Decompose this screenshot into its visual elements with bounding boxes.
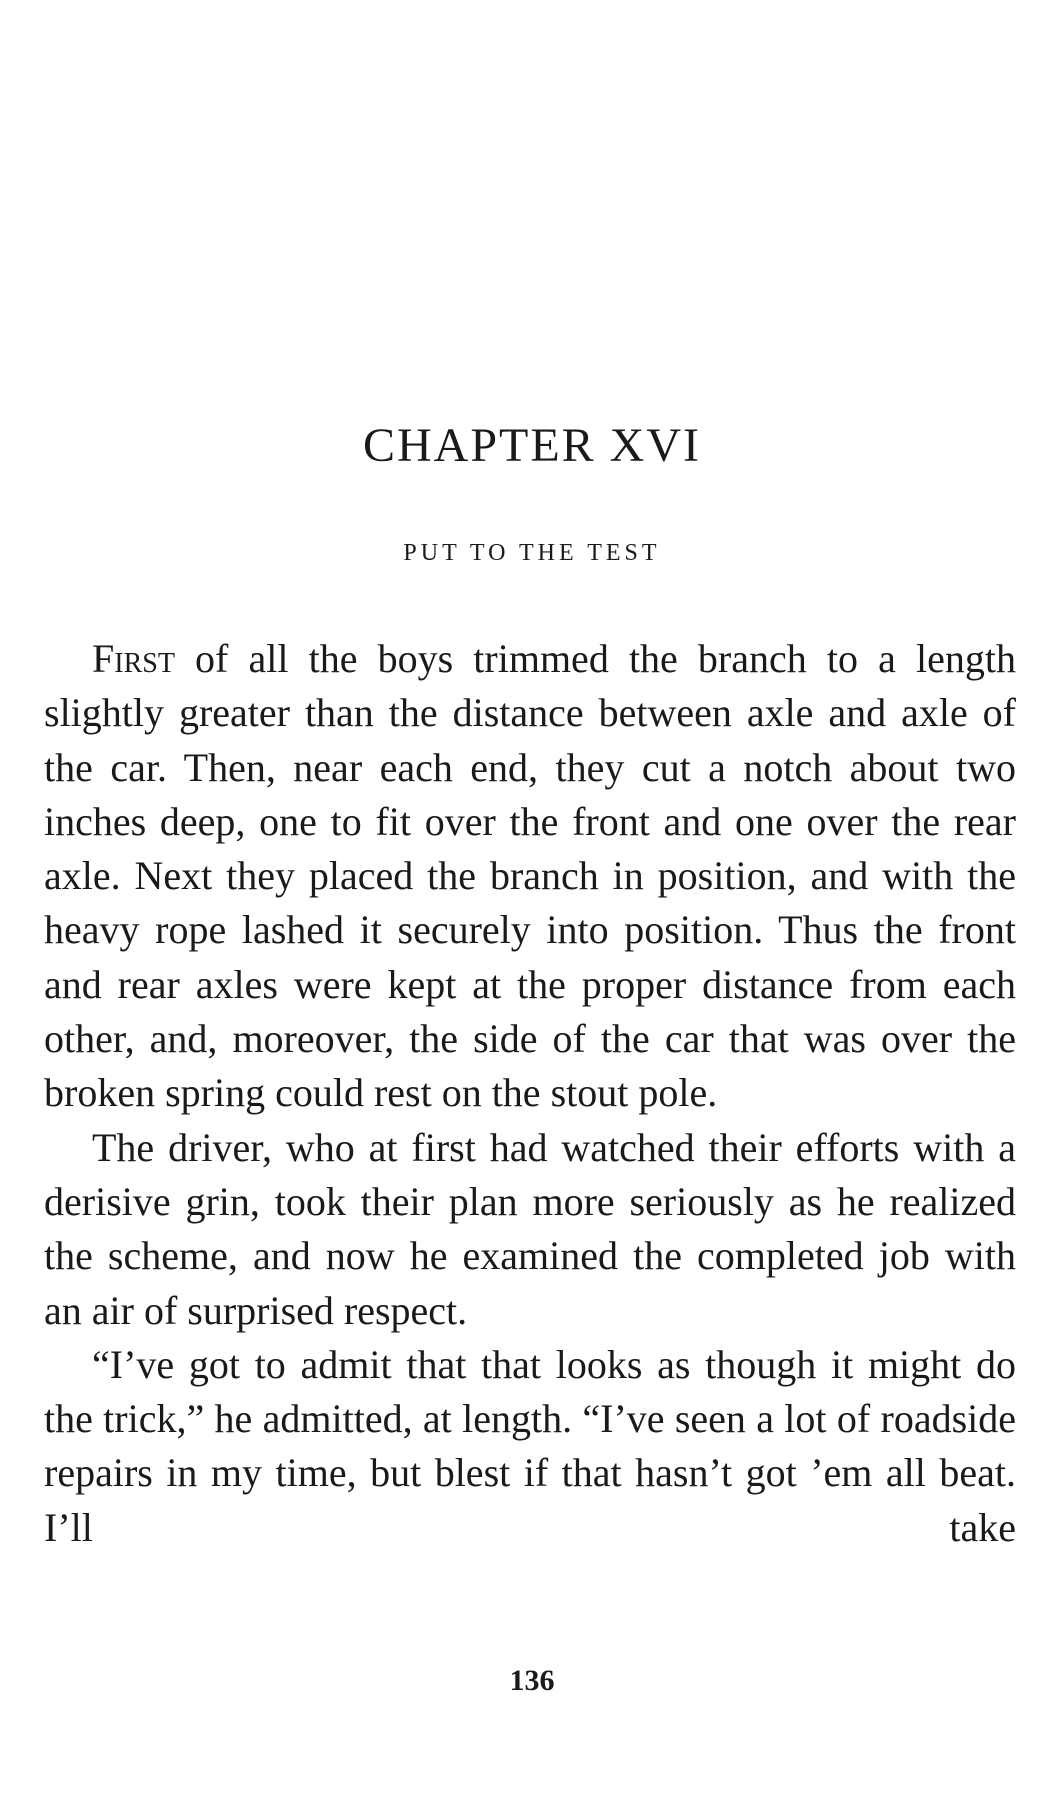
chapter-subtitle: PUT TO THE TEST (403, 540, 661, 566)
chapter-body (44, 632, 1016, 1555)
paragraph (44, 632, 1016, 1121)
paragraph: “I’ve got to admit that that looks as though it might do the trick,” he admitted, at length. “I’ve seen a lot of roadside repairs in my time, but blest if that hasn’t got ’em all beat. I’ll take (44, 1341, 1016, 1550)
chapter-title: CHAPTER XVI (362, 419, 701, 472)
paragraph-text: of all the boys trimmed the branch to a length slightly greater than the distance between axle and axle of the car. Then, near each end, they cut a notch about two inches deep, one to fit over the front and one over the rear axle. Next they placed the branch in position, and with the heavy rope lashed it securely into position. Thus the front and rear axles were kept at the proper distance from each other, and, moreover, the side of the car that was over the broken spring could rest on the stout pole. (44, 636, 1016, 1116)
paragraph: The driver, who at first had watched their efforts with a derisive grin, took their plan more seriously as he realized the scheme, and now he examined the completed job with an air of surprised respect. (44, 1124, 1016, 1333)
drop-word: First (92, 636, 175, 681)
page-number: 136 (509, 1664, 555, 1697)
